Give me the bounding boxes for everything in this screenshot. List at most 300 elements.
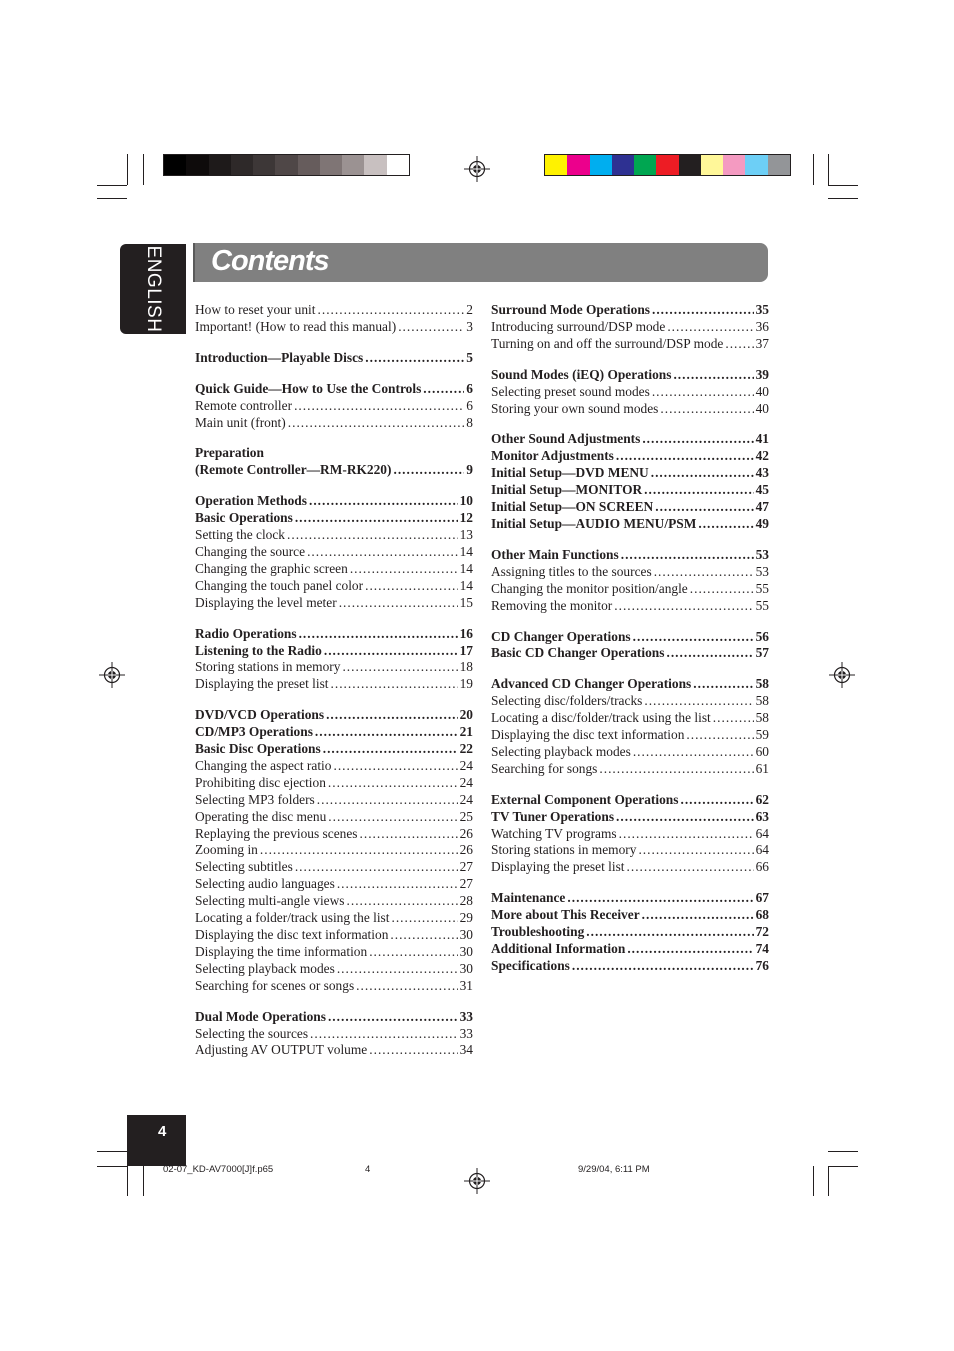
toc-entry (195, 876, 473, 893)
toc-entry-page: 58 (755, 676, 769, 692)
toc-entry-title: Storing stations in memory (491, 842, 637, 858)
toc-entry (195, 893, 473, 910)
toc-entry-title: Selecting disc/folders/tracks (491, 693, 643, 709)
footer-timestamp: 9/29/04, 6:11 PM (578, 1164, 650, 1175)
toc-leader-dots (295, 859, 458, 876)
color-swatch (186, 155, 208, 175)
toc-entry-title: Displaying the preset list (195, 676, 329, 692)
toc-entry (195, 659, 473, 676)
toc-entry-title: Changing the graphic screen (195, 560, 348, 576)
color-swatch (387, 155, 409, 175)
toc-entry-title: Adjusting AV OUTPUT volume (195, 1042, 368, 1058)
toc-entry-title: Selecting MP3 folders (195, 791, 315, 807)
toc-entry-page: 22 (459, 741, 473, 757)
toc-entry-page: 6 (466, 397, 473, 413)
toc-entry-title: DVD/VCD Operations (195, 707, 325, 723)
toc-entry-page: 14 (459, 543, 473, 559)
toc-entry-page: 36 (755, 318, 769, 334)
toc-entry (491, 924, 769, 941)
toc-entry-page: 41 (755, 431, 769, 447)
toc-entry-title: Selecting playback modes (491, 743, 631, 759)
toc-leader-dots (713, 710, 754, 727)
toc-leader-dots (331, 676, 458, 693)
color-swatch (745, 155, 767, 175)
toc-entry (195, 561, 473, 578)
toc-leader-dots (307, 544, 458, 561)
toc-leader-dots (391, 910, 457, 927)
toc-leader-dots (660, 401, 753, 418)
toc-entry-title: Initial Setup—ON SCREEN (491, 499, 654, 515)
toc-leader-dots (644, 482, 753, 499)
toc-leader-dots (260, 842, 458, 859)
toc-entry-title: Specifications (491, 957, 570, 973)
toc-entry-page: 31 (459, 977, 473, 993)
toc-entry (491, 499, 769, 516)
toc-entry-page: 14 (459, 560, 473, 576)
toc-entry-page: 58 (755, 693, 769, 709)
toc-leader-dots (633, 629, 754, 646)
toc-entry-page: 2 (466, 302, 473, 317)
toc-entry (491, 859, 769, 876)
toc-leader-dots (369, 944, 457, 961)
toc-entry-title: Changing the touch panel color (195, 577, 364, 593)
language-label: ENGLISH (143, 245, 164, 333)
toc-entry (491, 890, 769, 907)
toc-entry-page: 14 (459, 577, 473, 593)
toc-entry (491, 629, 769, 646)
toc-entry-page: 24 (459, 774, 473, 790)
toc-leader-dots (328, 775, 458, 792)
toc-right-column (491, 302, 769, 989)
toc-leader-dots (673, 367, 753, 384)
color-swatch (723, 155, 745, 175)
toc-entry (491, 516, 769, 533)
toc-entry-page: 28 (459, 893, 473, 909)
toc-leader-dots (369, 1042, 457, 1059)
toc-entry (195, 676, 473, 693)
registration-mark-icon (464, 1168, 490, 1194)
toc-entry-title: Main unit (front) (195, 414, 286, 430)
toc-entry (491, 465, 769, 482)
toc-entry (195, 1009, 473, 1026)
toc-leader-dots (423, 381, 464, 398)
toc-entry-title: Initial Setup—DVD MENU (491, 465, 649, 481)
toc-entry (195, 398, 473, 415)
toc-group (491, 302, 769, 353)
toc-entry-page: 27 (459, 876, 473, 892)
color-swatch (298, 155, 320, 175)
toc-entry (491, 302, 769, 319)
toc-entry-page: 29 (459, 910, 473, 926)
color-swatch (364, 155, 386, 175)
color-swatch (679, 155, 701, 175)
toc-left-column (195, 302, 473, 1073)
toc-entry-page: 40 (755, 400, 769, 416)
toc-entry-page: 39 (755, 366, 769, 382)
toc-leader-dots (621, 547, 754, 564)
color-swatch (612, 155, 634, 175)
toc-entry-page: 43 (755, 465, 769, 481)
toc-leader-dots (633, 744, 754, 761)
toc-entry-title: Selecting subtitles (195, 859, 293, 875)
toc-group (491, 547, 769, 615)
color-swatch (634, 155, 656, 175)
toc-entry (195, 724, 473, 741)
toc-entry-page: 20 (459, 707, 473, 723)
toc-entry (195, 944, 473, 961)
toc-entry-title: Setting the clock (195, 527, 285, 543)
toc-entry-page: 30 (459, 943, 473, 959)
toc-leader-dots (326, 707, 458, 724)
toc-entry (491, 564, 769, 581)
toc-entry (195, 350, 473, 367)
toc-entry-page: 53 (755, 563, 769, 579)
toc-entry-title: Searching for songs (491, 760, 598, 776)
toc-entry (491, 941, 769, 958)
toc-entry (195, 302, 473, 319)
toc-leader-dots (318, 302, 465, 319)
toc-entry-title: Watching TV programs (491, 825, 617, 841)
color-swatch (590, 155, 612, 175)
toc-entry (195, 707, 473, 724)
toc-entry (195, 462, 473, 479)
toc-group (491, 792, 769, 877)
toc-group (195, 493, 473, 611)
toc-entry (491, 761, 769, 778)
color-swatch (275, 155, 297, 175)
toc-entry (491, 693, 769, 710)
toc-entry-title: Storing stations in memory (195, 659, 341, 675)
toc-entry (195, 842, 473, 859)
toc-entry-page: 27 (459, 859, 473, 875)
toc-group (195, 626, 473, 694)
process-color-strip (544, 154, 791, 176)
toc-entry (195, 758, 473, 775)
toc-leader-dots (337, 961, 458, 978)
toc-entry-page: 72 (755, 924, 769, 940)
toc-entry (195, 859, 473, 876)
toc-entry-page: 64 (755, 825, 769, 841)
toc-entry-title: Monitor Adjustments (491, 448, 614, 464)
toc-entry-page: 37 (755, 335, 769, 351)
toc-entry (195, 775, 473, 792)
toc-entry (195, 826, 473, 843)
toc-group (195, 381, 473, 432)
toc-entry (491, 826, 769, 843)
toc-leader-dots (315, 724, 458, 741)
toc-entry-title: Maintenance (491, 890, 566, 906)
toc-leader-dots (393, 462, 464, 479)
toc-entry-title: Remote controller (195, 397, 293, 413)
toc-leader-dots (328, 809, 457, 826)
toc-entry-title: Selecting preset sound modes (491, 383, 650, 399)
toc-entry (491, 448, 769, 465)
toc-entry-title: Selecting playback modes (195, 960, 335, 976)
toc-entry (195, 910, 473, 927)
toc-entry-page: 61 (755, 760, 769, 776)
color-swatch (768, 155, 790, 175)
toc-leader-dots (642, 907, 754, 924)
toc-entry-page: 19 (459, 676, 473, 692)
toc-entry-title: Listening to the Radio (195, 642, 322, 658)
toc-entry (195, 510, 473, 527)
toc-leader-dots (627, 941, 753, 958)
toc-entry (195, 927, 473, 944)
toc-entry (491, 581, 769, 598)
toc-entry-page: 18 (459, 659, 473, 675)
toc-entry-page: 30 (459, 927, 473, 942)
toc-entry-title: Selecting multi-angle views (195, 893, 345, 909)
toc-leader-dots (652, 384, 754, 401)
toc-entry (195, 643, 473, 660)
toc-entry-title: Assigning titles to the sources (491, 563, 652, 579)
toc-entry-page: 9 (466, 462, 473, 478)
toc-entry-page: 74 (755, 941, 769, 956)
toc-leader-dots (698, 516, 753, 533)
toc-entry (491, 431, 769, 448)
toc-entry (491, 645, 769, 662)
toc-leader-dots (572, 958, 754, 975)
color-swatch (342, 155, 364, 175)
toc-entry-title: Changing the monitor position/angle (491, 580, 688, 596)
toc-leader-dots (339, 595, 458, 612)
color-swatch (320, 155, 342, 175)
toc-entry-page: 64 (755, 842, 769, 858)
toc-entry-title: Removing the monitor (491, 597, 613, 613)
toc-entry (491, 401, 769, 418)
toc-leader-dots (350, 561, 458, 578)
toc-entry (491, 547, 769, 564)
toc-entry-title: Locating a folder/track using the list (195, 910, 390, 926)
toc-entry-page: 12 (459, 510, 473, 526)
toc-leader-dots (317, 792, 458, 809)
toc-entry-title: How to reset your unit (195, 302, 316, 317)
toc-entry-page: 15 (459, 594, 473, 610)
registration-mark-icon (464, 156, 490, 182)
grayscale-color-strip (163, 154, 410, 176)
toc-entry-page: 33 (459, 1008, 473, 1024)
toc-leader-dots (360, 826, 458, 843)
color-swatch (567, 155, 589, 175)
toc-entry-page: 13 (459, 527, 473, 543)
color-swatch (545, 155, 567, 175)
toc-entry-title: Radio Operations (195, 625, 297, 641)
toc-entry (195, 381, 473, 398)
toc-entry (491, 842, 769, 859)
toc-entry-page: 60 (755, 743, 769, 759)
toc-leader-dots (390, 927, 457, 944)
toc-entry-title: Displaying the disc text information (491, 727, 685, 743)
toc-entry-page: 56 (755, 628, 769, 644)
toc-entry-page: 3 (466, 318, 473, 334)
toc-leader-dots (347, 893, 458, 910)
toc-entry-title: External Component Operations (491, 791, 679, 807)
toc-leader-dots (627, 859, 754, 876)
toc-entry-title: (Remote Controller—RM-RK220) (195, 462, 392, 478)
toc-group (195, 1009, 473, 1060)
toc-leader-dots (328, 1009, 458, 1026)
toc-entry-title: Changing the source (195, 543, 306, 559)
toc-entry (195, 626, 473, 643)
toc-entry-title: Other Sound Adjustments (491, 431, 641, 447)
toc-leader-dots (299, 626, 458, 643)
toc-entry-page: 16 (459, 625, 473, 641)
toc-entry-page: 40 (755, 383, 769, 399)
toc-entry-page: 30 (459, 960, 473, 976)
toc-leader-dots (644, 693, 753, 710)
toc-entry-title: Selecting audio languages (195, 876, 335, 892)
toc-entry (195, 578, 473, 595)
toc-entry-page: 26 (459, 825, 473, 841)
toc-leader-dots (365, 350, 464, 367)
toc-entry-page: 53 (755, 546, 769, 562)
toc-leader-dots (616, 448, 754, 465)
toc-entry-page: 49 (755, 515, 769, 531)
toc-leader-dots (666, 645, 753, 662)
toc-leader-dots (680, 792, 753, 809)
toc-entry-page: 59 (755, 727, 769, 743)
toc-entry-page: 26 (459, 842, 473, 858)
toc-entry-title: Dual Mode Operations (195, 1008, 326, 1024)
toc-entry-page: 5 (466, 349, 473, 365)
toc-entry-page: 63 (755, 808, 769, 824)
toc-entry-title: Quick Guide—How to Use the Controls (195, 380, 422, 396)
toc-entry-title: Initial Setup—AUDIO MENU/PSM (491, 515, 697, 531)
toc-entry-title: Basic Operations (195, 510, 293, 526)
toc-entry-title: Zooming in (195, 842, 258, 858)
toc-group (491, 629, 769, 663)
toc-entry-title: Advanced CD Changer Operations (491, 676, 692, 692)
toc-leader-dots (693, 676, 753, 693)
toc-entry-page: 55 (755, 597, 769, 613)
toc-entry (195, 741, 473, 758)
toc-entry-page: 76 (755, 957, 769, 973)
toc-entry (195, 415, 473, 432)
registration-mark-icon (99, 662, 125, 688)
toc-leader-dots (586, 924, 753, 941)
toc-entry-title: Sound Modes (iEQ) Operations (491, 366, 672, 382)
toc-entry-page: 45 (755, 482, 769, 498)
toc-entry-title: Troubleshooting (491, 924, 585, 940)
toc-entry-page: 68 (755, 907, 769, 923)
color-swatch (164, 155, 186, 175)
toc-entry-page: 25 (459, 808, 473, 824)
toc-entry-title: Displaying the time information (195, 943, 368, 959)
toc-leader-dots (655, 499, 753, 516)
toc-entry-title: Preparation (195, 445, 264, 461)
color-swatch (209, 155, 231, 175)
toc-leader-dots (651, 465, 754, 482)
toc-entry-title: Changing the aspect ratio (195, 757, 332, 773)
toc-leader-dots (725, 336, 753, 353)
toc-group (491, 890, 769, 975)
toc-leader-dots (309, 493, 458, 510)
page-number: 4 (158, 1123, 167, 1140)
toc-leader-dots (398, 319, 464, 336)
toc-group (195, 350, 473, 367)
toc-entry (491, 907, 769, 924)
toc-entry-title: Initial Setup—MONITOR (491, 482, 643, 498)
toc-leader-dots (690, 581, 754, 598)
toc-entry-title: Selecting the sources (195, 1025, 309, 1041)
toc-entry (195, 319, 473, 336)
toc-group (491, 431, 769, 532)
toc-group (195, 707, 473, 994)
toc-leader-dots (652, 302, 754, 319)
toc-entry (491, 809, 769, 826)
toc-entry-title: More about This Receiver (491, 907, 640, 923)
toc-group (491, 676, 769, 777)
toc-entry (195, 792, 473, 809)
title-bar (193, 243, 768, 282)
toc-group (195, 302, 473, 336)
toc-entry (491, 482, 769, 499)
toc-entry-title: Additional Information (491, 941, 626, 956)
toc-entry-page: 42 (755, 448, 769, 464)
toc-entry (491, 319, 769, 336)
footer-file-name: 02-07_KD-AV7000[J]f.p65 (163, 1164, 274, 1175)
toc-entry-title: Basic CD Changer Operations (491, 645, 665, 661)
toc-entry-page: 17 (459, 642, 473, 658)
language-tab (120, 244, 186, 334)
toc-entry-title: Displaying the disc text information (195, 927, 389, 942)
toc-entry-title: Introducing surround/DSP mode (491, 318, 666, 334)
toc-entry-page: 24 (459, 791, 473, 807)
toc-entry-title: Important! (How to read this manual) (195, 318, 397, 334)
toc-entry-page: 67 (755, 890, 769, 906)
toc-entry-title: Displaying the preset list (491, 859, 625, 875)
toc-entry (491, 958, 769, 975)
toc-leader-dots (599, 761, 753, 778)
toc-leader-dots (567, 890, 753, 907)
toc-entry-page: 47 (755, 499, 769, 515)
toc-leader-dots (324, 643, 458, 660)
toc-leader-dots (616, 809, 754, 826)
toc-entry (491, 384, 769, 401)
toc-entry (491, 676, 769, 693)
toc-entry-title: Replaying the previous scenes (195, 825, 358, 841)
toc-leader-dots (295, 510, 458, 527)
toc-leader-dots (287, 527, 458, 544)
toc-leader-dots (288, 415, 465, 432)
toc-entry-page: 10 (459, 493, 473, 509)
toc-entry-title: Operation Methods (195, 493, 307, 509)
toc-entry (491, 336, 769, 353)
toc-entry (195, 961, 473, 978)
toc-entry (491, 598, 769, 615)
toc-entry-title: Turning on and off the surround/DSP mode (491, 335, 724, 351)
toc-entry-title: Locating a disc/folder/track using the list (491, 710, 711, 726)
toc-entry-page: 57 (755, 645, 769, 661)
toc-entry (491, 710, 769, 727)
toc-entry (195, 809, 473, 826)
toc-entry (491, 367, 769, 384)
toc-leader-dots (667, 319, 753, 336)
toc-entry-page: 66 (755, 859, 769, 875)
toc-group (491, 367, 769, 418)
toc-leader-dots (310, 1026, 458, 1043)
toc-entry-title: Displaying the level meter (195, 594, 337, 610)
toc-entry-page: 8 (466, 414, 473, 430)
toc-leader-dots (342, 659, 457, 676)
toc-entry-title: Basic Disc Operations (195, 741, 321, 757)
toc-entry (491, 744, 769, 761)
color-swatch (253, 155, 275, 175)
toc-entry-title: Introduction—Playable Discs (195, 349, 364, 365)
toc-entry-page: 58 (755, 710, 769, 726)
toc-leader-dots (365, 578, 458, 595)
toc-leader-dots (654, 564, 754, 581)
